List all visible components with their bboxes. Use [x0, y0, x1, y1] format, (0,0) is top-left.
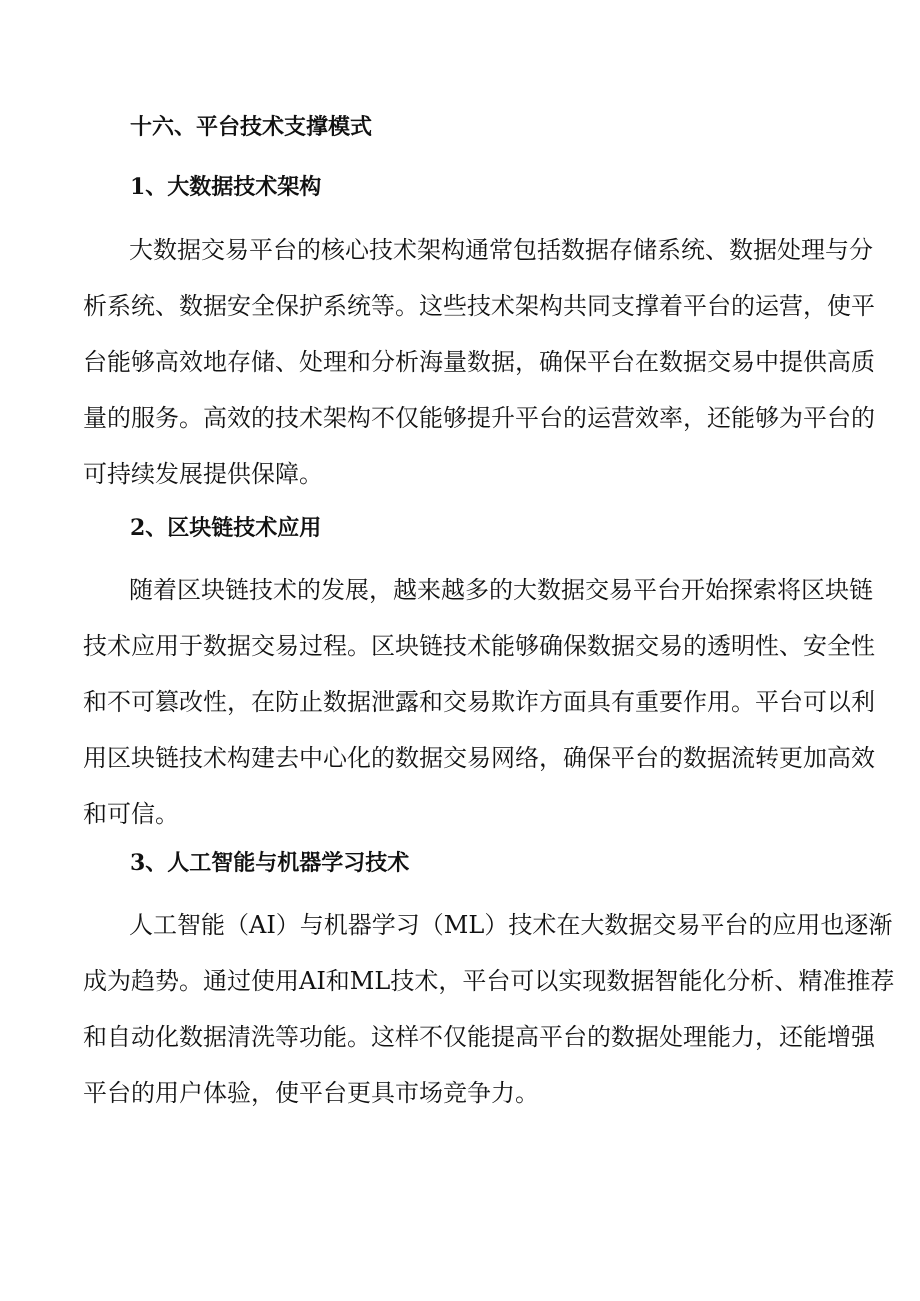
- paragraph-line: 成为趋势。通过使用AI和ML技术，平台可以实现数据智能化分析、精准推荐: [83, 967, 895, 995]
- paragraph-line: 用区块链技术构建去中心化的数据交易网络，确保平台的数据流转更加高效: [83, 744, 875, 772]
- section-heading-3: 3、人工智能与机器学习技术: [130, 850, 410, 876]
- paragraph-line: 和不可篡改性，在防止数据泄露和交易欺诈方面具有重要作用。平台可以利: [83, 688, 875, 716]
- section-paragraph-3: [83, 897, 895, 1121]
- chapter-number: 十六、: [130, 114, 197, 140]
- section-heading-2: 2、区块链技术应用: [130, 515, 322, 541]
- paragraph-line: 析系统、数据安全保护系统等。这些技术架构共同支撑着平台的运营，使平: [83, 292, 875, 320]
- paragraph-line: 台能够高效地存储、处理和分析海量数据，确保平台在数据交易中提供高质: [83, 348, 875, 376]
- paragraph-line: 和可信。: [83, 800, 179, 828]
- paragraph-line: 量的服务。高效的技术架构不仅能够提升平台的运营效率，还能够为平台的: [83, 404, 875, 432]
- paragraph-line: 大数据交易平台的核心技术架构通常包括数据存储系统、数据处理与分: [129, 236, 873, 264]
- chapter-heading: [130, 112, 372, 142]
- paragraph-line: 平台的用户体验，使平台更具市场竞争力。: [83, 1079, 539, 1107]
- chapter-title: 平台技术支撑模式: [196, 114, 373, 140]
- section-heading-1: 1、大数据技术架构: [130, 174, 322, 200]
- section-paragraph-1: [83, 222, 875, 502]
- paragraph-line: 可持续发展提供保障。: [83, 460, 323, 488]
- paragraph-line: 和自动化数据清洗等功能。这样不仅能提高平台的数据处理能力，还能增强: [83, 1023, 875, 1051]
- paragraph-line: 技术应用于数据交易过程。区块链技术能够确保数据交易的透明性、安全性: [83, 632, 875, 660]
- section-paragraph-2: [83, 562, 875, 842]
- paragraph-line: 随着区块链技术的发展，越来越多的大数据交易平台开始探索将区块链: [129, 576, 873, 604]
- paragraph-line: 人工智能（AI）与机器学习（ML）技术在大数据交易平台的应用也逐渐: [129, 911, 893, 939]
